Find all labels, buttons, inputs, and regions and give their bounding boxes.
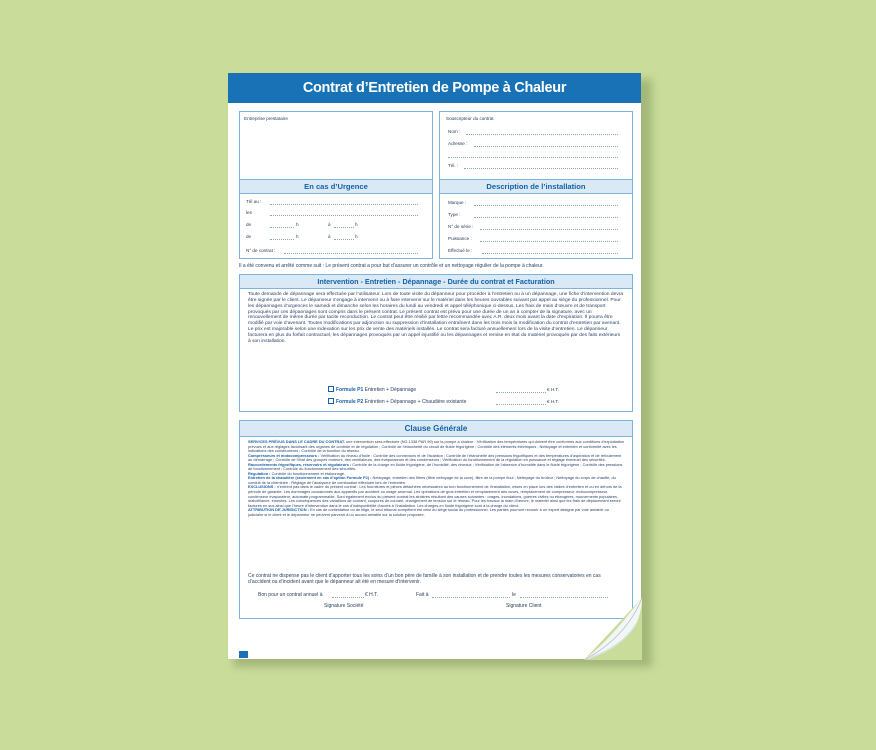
signature-societe: Signature Société bbox=[324, 603, 364, 609]
adresse-label: Adresse : bbox=[448, 141, 468, 146]
clause-box bbox=[239, 420, 633, 619]
clause-header: Clause Générale bbox=[240, 421, 632, 437]
attribution-title: ATTRIBUTION DE JURIDICTION : bbox=[248, 507, 309, 513]
compresseurs-title: Compresseurs et motocompresseurs : bbox=[248, 452, 320, 458]
formule-p1-price-line[interactable] bbox=[496, 392, 546, 393]
formule-p1-checkbox[interactable] bbox=[328, 386, 334, 392]
urgence-h4: h bbox=[355, 234, 358, 239]
urgence-h1: h bbox=[296, 222, 299, 227]
urgence-de1-line[interactable] bbox=[270, 227, 294, 228]
formule-p2-desc: Entretien + Dépannage + Chaudière existante bbox=[364, 399, 467, 405]
fait-label: Fait à bbox=[416, 592, 429, 598]
type-line[interactable] bbox=[474, 217, 618, 218]
page-title: Contrat d’Entretien de Pompe à Chaleur bbox=[228, 73, 641, 103]
tel-label: Tél. : bbox=[448, 163, 459, 168]
compresseurs-text: Vérification du niveau d’huile ; Contrôle des connexions et de l’isolation ; Contrôle de l’étanchéité des pressions frigorifiques et des températures d’aspiration et de refoulement au démarrage ; Contrôle de l’état des groupes moteurs, des ventilateurs, des évaporateurs et des condenseurs ; Vérification du fonctionnement de la régulation en puissance et réglage éventuel des sécurités. bbox=[248, 452, 622, 463]
prestataire-label: Entreprise prestataire bbox=[244, 116, 288, 121]
type-label: Type : bbox=[448, 212, 461, 217]
urgence-tel-line[interactable] bbox=[270, 204, 418, 205]
effectue-line[interactable] bbox=[482, 253, 618, 254]
formule-p2-label: Formule P2 bbox=[336, 399, 364, 405]
clause-closing: Ce contrat ne dispense pas le client d’apporter tous les soins d’un bon père de famille à son installation et de prendre toutes les mesures conservatoires en cas d’accident ou d’incident avant que le dépanneur ait été en mesure d’intervenir. bbox=[248, 573, 601, 585]
regulation-text: Contrôle du fonctionnement et étalonnage. bbox=[271, 470, 346, 476]
adresse-line[interactable] bbox=[474, 146, 618, 147]
le-label: le bbox=[512, 592, 516, 598]
nom-line[interactable] bbox=[466, 134, 618, 135]
bon-pour-label: Bon pour un contrat annuel à bbox=[258, 592, 323, 598]
services-title: SERVICES PRÉVUS DANS LE CADRE DU CONTRAT. bbox=[248, 439, 345, 444]
installation-header: Description de l’installation bbox=[440, 180, 632, 194]
entretien-text: Nettoyage, entretien des filtres (filtre nettoyage de la cuve), filtre de la pompe fioul ; Nettoyage du brûleur ; Nettoyage du corps de chauffe, du conduit de la cheminée ; Réglage de l’analyseur de combustion effectuée lors de l’entretien. bbox=[248, 475, 616, 485]
marque-label: Marque : bbox=[448, 200, 467, 205]
souscripteur-label: Souscripteur du contrat bbox=[446, 116, 494, 121]
attribution-text: En cas de contestation ou de litige, le seul tribunal compétent est celui du siège social du professionnel. Les parties pourront recourir à un expert désigné par voie amiable ou judiciaire si le client et le dépanneur ne peuvent parvenir à un accord amiable sur la solution proposée. bbox=[248, 507, 609, 517]
clause-body bbox=[248, 440, 624, 517]
effectue-label: Effectué le : bbox=[448, 248, 473, 253]
formule-p1-desc: Entretien + Dépannage bbox=[364, 387, 417, 393]
formule-p2-price-line[interactable] bbox=[496, 404, 546, 405]
puissance-label: Puissance : bbox=[448, 236, 472, 241]
serie-label: N° de série : bbox=[448, 224, 474, 229]
serie-line[interactable] bbox=[480, 229, 618, 230]
exclusions-title: EXCLUSIONS : bbox=[248, 484, 276, 490]
contract-page bbox=[228, 73, 641, 659]
urgence-h3: h bbox=[296, 234, 299, 239]
urgence-a1: à bbox=[328, 222, 331, 227]
urgence-a2-line[interactable] bbox=[334, 239, 354, 240]
bon-pour-unit: € H.T. bbox=[365, 592, 379, 598]
formule-p2-row[interactable] bbox=[328, 398, 466, 405]
intervention-header: Intervention - Entretien - Dépannage - Durée du contrat et Facturation bbox=[240, 275, 632, 289]
urgence-a1-line[interactable] bbox=[334, 227, 354, 228]
prestataire-box bbox=[239, 111, 433, 181]
urgence-tel-label: Tél au : bbox=[246, 199, 262, 204]
installation-box bbox=[439, 179, 633, 259]
signature-client: Signature Client bbox=[506, 603, 542, 609]
urgence-les-label: les bbox=[246, 210, 252, 215]
fait-line[interactable] bbox=[432, 597, 510, 598]
urgence-de2-label: de bbox=[246, 234, 252, 239]
urgence-h2: h bbox=[355, 222, 358, 227]
entretien-title: Entretien de la chaudière (seulement en cas d’option Formule P2) : bbox=[248, 475, 372, 481]
formule-p2-unit: € H.T. bbox=[547, 399, 559, 404]
formule-p1-label: Formule P1 bbox=[336, 387, 364, 393]
nom-label: Nom : bbox=[448, 129, 461, 134]
urgence-les-line[interactable] bbox=[270, 215, 418, 216]
formule-p2-checkbox[interactable] bbox=[328, 398, 334, 404]
adresse-line-2[interactable] bbox=[448, 157, 618, 158]
tel-line[interactable] bbox=[464, 168, 618, 169]
services-text: une intervention sera effectuée (NG 1338 PAR 99) sur la pompe à chaleur : Vérification des températures qui doivent être conformes aux conditions d’exploitation prévues et aux réglages favorisant des organes de contrôle et de régulation ; Contrôle de l’étanchéité du circuit de fluide frigorigène ; Contrôle des éléments électriques ; Nettoyage et entretien et conformité avec les indications des constructeurs ; Contrôle de la fonction du réseau. bbox=[248, 439, 624, 454]
exclusions-text: n’entrent pas dans le cadre du présent contrat : Les fournitures et pièces détachées nécessaires au bon fonctionnement de l’installation, mises en place lors des visites d’entretien et ou en dehors de la période de garantie. Les dommages occasionnés aux appareils par accident ou usage anormal. Les opérations de gros entretien et remplacement des cuves, remplacement de compresseur, motocompresseur, condenseur évaporateur, automate programmable. Sont également exclus du présent contrat les sinistres résultant des causes suivantes : orages, inondations, guerres civiles ou étrangères, mouvements populaires, malveillance, émeutes. Les conséquences des variations de courant, coupures de courant, changement de tension sur le réseau. Pour les travaux la main d’œuvre, le matériel ainsi que les frais de déplacement seront facturés en sus ainsi que l’heure d’intervention dans le cas d’indisponibilité d’accès à l’installation. Les charges en fluide frigorigène sont à la charge du client. bbox=[248, 484, 622, 508]
contrat-number-label: N° de contrat : bbox=[246, 248, 276, 253]
puissance-line[interactable] bbox=[480, 241, 618, 242]
raccordements-text: Contrôle de la charge en fluide frigorigène, de l’humidité, des niveaux ; Vérification de l’absence d’humidité dans le fluide frigorigène ; Contrôle des pressions de fonctionnement ; Contrôle du fonctionnement des sécurités. bbox=[248, 461, 623, 472]
formule-p1-unit: € H.T. bbox=[547, 387, 559, 392]
souscripteur-box bbox=[439, 111, 633, 181]
urgence-de2-line[interactable] bbox=[270, 239, 294, 240]
intervention-box bbox=[239, 274, 633, 412]
urgence-header: En cas d’Urgence bbox=[240, 180, 432, 194]
urgence-de1-label: de bbox=[246, 222, 252, 227]
intervention-text: Toute demande de dépannage sera effectuée par l’utilisateur. Lors de toute visite du dépanneur pour procéder à l’entretien ou à un dépannage, une fiche d’intervention devra être signée par le client. Le dépanneur s’engage à intervenir ou à faire intervenir sur le matériel dans les heures ouvrables suivant par appel au siège du professionnel. Pour les dépannages d’urgences le samedi et dimanche selon les horaires du lundi au vendredi et appel téléphonique ci-dessus. Les frais de main d’œuvre et de transport provoqués par ces dépannages sont compris dans le présent contrat. Le présent contrat est prévu pour une durée de un an à compter de la signature, avec un renouvellement de même durée par tacite reconduction. Le contrat peut être résilié par lettre recommandée avec A.R. deux mois avant la date d’expiration. Il pourra être modifié par voie d’avenant. Toutes modifications par adjonction ou suppression d’installation entraînent dans les trois mois la modification du contrat d’entretien par avenant. Le prix est majorable selon une indexation sur les prix de vente des matériels installés. Le contrat sera facturé annuellement lors de la visite d’entretien. Le dépanneur facturera en plus du forfait contractuel, les dépannages provoqués par un appel injustifié ou les dépannages et remise en état du matériel provoqués par des faits extérieurs à son installation. bbox=[248, 292, 624, 344]
bon-pour-line[interactable] bbox=[332, 597, 364, 598]
raccordements-title: Raccordements frigorifiques, réservoirs et régulateurs : bbox=[248, 461, 352, 467]
page-curl-icon bbox=[584, 598, 642, 660]
contrat-number-line[interactable] bbox=[284, 253, 418, 254]
regulation-title: Régulation : bbox=[248, 470, 271, 476]
marque-line[interactable] bbox=[474, 205, 618, 206]
corner-mark bbox=[239, 651, 248, 658]
preamble: Il a été convenu et arrêté comme suit : Le présent contrat a pour but d’assurer un contrôle et un nettoyage régulier de la pompe à chaleur. bbox=[239, 263, 544, 269]
formule-p1-row[interactable] bbox=[328, 386, 416, 393]
urgence-box bbox=[239, 179, 433, 259]
urgence-a2: à bbox=[328, 234, 331, 239]
